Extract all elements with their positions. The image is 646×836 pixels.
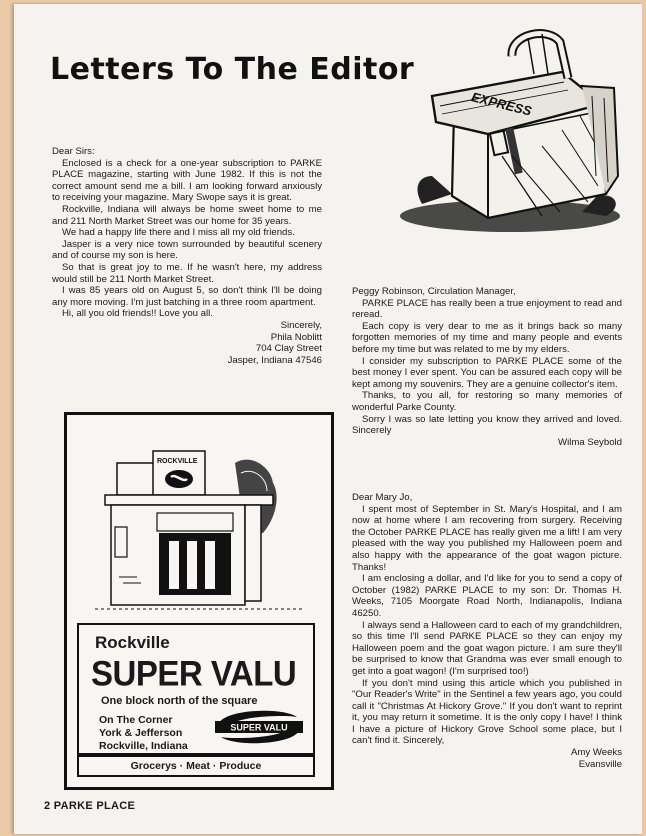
- storefront-sign-text: ROCKVILLE: [157, 458, 198, 465]
- letter2-paragraph: PARKE PLACE has really been a true enjoyment to read and reread.: [352, 297, 622, 321]
- letter3-paragraph: If you don't mind using this article which you published in "Our Reader's Write" in the Sentinel a few years ago, you could call it "Christmas At Hickory Grove." If you don't want to reprint it, you may return it sometime. It is the only copy I have! I think I have a picture of Hickory Grove School some place, but I can't find it. Sincerely,: [352, 677, 622, 747]
- letter3-city: Evansville: [578, 758, 622, 770]
- letter2-signature: Wilma Seybold: [558, 436, 622, 448]
- letter1-greeting: Dear Sirs:: [52, 146, 95, 157]
- bag-label: EXPRESS: [469, 89, 534, 119]
- ad-tagline: One block north of the square: [101, 695, 258, 707]
- letter2-paragraph: Each copy is very dear to me as it brings back so many forgotten memories of my time and many people and events before my time but was related to me by my elders.: [352, 320, 622, 355]
- letter1-paragraph: Rockville, Indiana will always be home sweet home to me and 211 North Market Street was our home for 35 years.: [52, 203, 322, 227]
- ad-address-line: York & Jefferson: [99, 727, 183, 739]
- logo-text: SUPER VALU: [230, 722, 288, 733]
- letter2-paragraph: I consider my subscription to PARKE PLACE some of the best money I ever spent. You can be assured each copy will be kept among my souvenirs. They are a genuine collector's item.: [352, 355, 622, 390]
- letter1-signature: Phila Noblitt: [270, 331, 322, 343]
- page-number: 2: [44, 800, 51, 812]
- page-title: Letters To The Editor: [50, 52, 415, 87]
- letter-weeks: [352, 492, 622, 770]
- magazine-page: [14, 4, 642, 834]
- ad-address: [99, 714, 188, 753]
- ad-address-line: On The Corner: [99, 714, 173, 726]
- letter1-signoff: Sincerely,: [280, 319, 322, 331]
- letter3-paragraph: I always send a Halloween card to each of my grandchildren, so this time I'll send PARKE PLACE so they can enjoy my Halloween poem and the goat wagon picture. I am sure they'll be surprised to know that Grandma was ever small enough to get into a goat wagon! (I'm surprised too!): [352, 619, 622, 677]
- super-valu-logo: [213, 707, 305, 747]
- magazine-name: PARKE PLACE: [53, 800, 136, 812]
- ad-address-line: Rockville, Indiana: [99, 740, 188, 752]
- page-footer: [44, 800, 135, 812]
- letter-seybold: [352, 286, 622, 448]
- letter3-paragraph: I am enclosing a dollar, and I'd like for you to send a copy of October (1982) PARKE PLACE to my son: Dr. Thomas H. Weeks, 7105 Moorgate Road North, Indianapolis, Indiana 46250.: [352, 573, 622, 619]
- letter1-paragraph: I was 85 years old on August 5, so don't think I'll be doing any more moving. I'm just batching in a three room apartment.: [52, 285, 322, 308]
- letter1-paragraph: Jasper is a very nice town surrounded by beautiful scenery and of course my son is here.: [52, 238, 322, 262]
- letter1-address-city: Jasper, Indiana 47546: [227, 354, 322, 366]
- letter2-paragraph: Thanks, to you all, for restoring so many memories of wonderful Parke County.: [352, 390, 622, 413]
- ad-products-banner: Grocerys · Meat · Produce: [77, 755, 315, 777]
- letter1-address-street: 704 Clay Street: [255, 343, 322, 355]
- letter-noblitt: [52, 146, 322, 366]
- letter3-paragraph: I spent most of September in St. Mary's Hospital, and I am now at home where I am recovering from surgery. Receiving the October PARKE PLACE has really given me a lift! I am very pleased with the way you published my Halloween poem and also happy with the appearance of the goat wagon picture. Thanks!: [352, 503, 622, 573]
- super-valu-advertisement: [64, 412, 334, 790]
- letter1-paragraph: We had a happy life there and I miss all my old friends.: [62, 227, 295, 239]
- letter1-paragraph: Enclosed is a check for a one-year subscription to PARKE PLACE magazine, starting with June 1982. If this is not the correct amount send me a bill. I am looking forward anxiously to receiving your magazine. Mary Swope says it is great.: [52, 157, 322, 204]
- ad-store-name: SUPER VALU: [91, 653, 297, 693]
- letter2-greeting: Peggy Robinson, Circulation Manager,: [352, 286, 516, 297]
- express-bag-illustration: [392, 26, 630, 236]
- letter3-signature: Amy Weeks: [571, 747, 622, 759]
- letter1-paragraph: Hi, all you old friends!! Love you all.: [62, 308, 213, 320]
- ad-store-town: Rockville: [95, 633, 170, 652]
- letter2-paragraph: Sorry I was so late letting you know they arrived and loved. Sincerely: [352, 413, 622, 437]
- ad-text-box: [77, 623, 315, 755]
- letter1-paragraph: So that is great joy to me. If he wasn't here, my address would still be 211 North Market Street.: [52, 261, 322, 285]
- letter3-greeting: Dear Mary Jo,: [352, 492, 413, 503]
- storefront-illustration: [75, 423, 323, 619]
